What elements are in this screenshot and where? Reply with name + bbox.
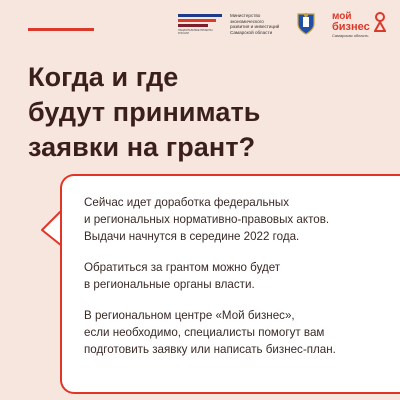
paragraph-line: если необходимо, специалисты помогут вам (84, 326, 325, 339)
bubble-body (60, 174, 400, 394)
samara-crest-icon (296, 11, 316, 35)
paragraph-line: Обратиться за грантом можно будет (84, 261, 281, 274)
bubble-paragraph (84, 259, 400, 293)
ministry-line: экономического (230, 18, 264, 24)
title-line: будут принимать (28, 97, 261, 127)
my-business-line1: мой (332, 11, 352, 22)
title-line: Когда и где (28, 62, 179, 92)
my-business-line2: бизнес (332, 21, 370, 33)
national-projects-logo (178, 14, 222, 36)
paragraph-line: подготовить заявку или написать бизнес-план. (84, 343, 336, 356)
accent-line (28, 28, 94, 31)
paragraph-line: Выдачи начнутся в середине 2022 года. (84, 230, 300, 243)
paragraph-line: Сейчас идет доработка федеральных (84, 196, 290, 209)
bubble-paragraph (84, 307, 400, 358)
title-line: заявки на грант? (28, 132, 256, 162)
ministry-line: развития и инвестиций (230, 24, 280, 29)
my-business-region: Самарская область (332, 33, 369, 38)
paragraph-line: и региональных нормативно-правовых актов. (84, 213, 330, 226)
paragraph-line: в региональные органы власти. (84, 278, 255, 291)
speech-bubble (40, 174, 400, 400)
bubble-paragraph (84, 194, 400, 245)
ministry-text (230, 13, 292, 35)
ministry-line: Министерство (230, 13, 261, 18)
national-projects-text: НАЦИОНАЛЬНЫЕ ПРОЕКТЫ РОССИИ (178, 29, 213, 35)
paragraph-line: В региональном центре «Мой бизнес», (84, 309, 295, 322)
page-title (28, 60, 368, 165)
my-business-logo (332, 12, 390, 38)
ministry-line: Самарской области (230, 29, 273, 35)
